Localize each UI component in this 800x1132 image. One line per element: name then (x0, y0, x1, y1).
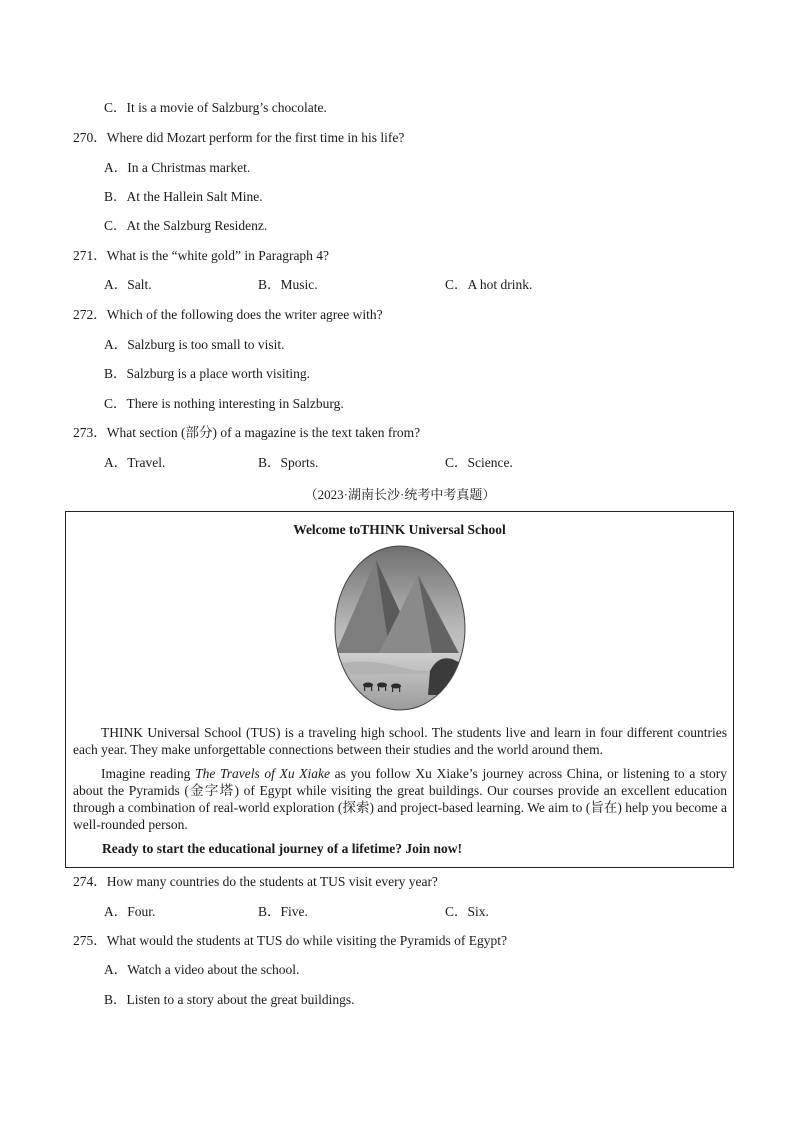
q275-option-a: A．Watch a video about the school. (104, 962, 300, 977)
q270-option-b: B．At the Hallein Salt Mine. (104, 189, 263, 204)
q274-option-c: C．Six. (445, 904, 489, 919)
q271-option-a: A．Salt. (104, 277, 152, 292)
article-box (65, 511, 734, 868)
article-paragraph-2 (73, 765, 727, 833)
article-paragraph-2-lead: Imagine reading (101, 766, 196, 781)
q270-option-a: A．In a Christmas market. (104, 160, 251, 175)
q271-option-c: C．A hot drink. (445, 277, 533, 292)
q272-option-c: C．There is nothing interesting in Salzburg. (104, 396, 344, 411)
q274-option-b: B．Five. (258, 904, 308, 919)
q274-question: 274．How many countries do the students at TUS visit every year? (73, 874, 438, 889)
q274-option-a: A．Four. (104, 904, 156, 919)
q273-option-b: B．Sports. (258, 455, 319, 470)
article-paragraph-2-text: as you follow Xu Xiake’s journey across China, or listening to a story about the Pyramids (金字塔) of Egypt while visiting the great buildings. Our courses provide an excellent education through a combination of real-world exploration (探索) and project-based learning. We aim to (旨在) help you become a well-rounded person. (73, 766, 728, 832)
article-title: Welcome toTHINK Universal School (293, 522, 506, 537)
book-title: The Travels of Xu Xiake (195, 766, 330, 781)
article-paragraph-1-text: THINK Universal School (TUS) is a traveling high school. The students live and learn in four different countries each year. They make unforgettable connections between their studies and the world around them. (73, 725, 727, 757)
q270-question: 270．Where did Mozart perform for the first time in his life? (73, 130, 405, 145)
q273-question: 273．What section (部分) of a magazine is the text taken from? (73, 425, 421, 440)
pyramids-photo (334, 545, 466, 711)
join-call-to-action: Ready to start the educational journey of a lifetime? Join now! (102, 841, 462, 856)
q269-option-c: C．It is a movie of Salzburg’s chocolate. (104, 100, 327, 115)
q272-option-b: B．Salzburg is a place worth visiting. (104, 366, 310, 381)
q270-option-c: C．At the Salzburg Residenz. (104, 218, 268, 233)
q275-option-b: B．Listen to a story about the great buildings. (104, 992, 355, 1007)
q272-question: 272．Which of the following does the writer agree with? (73, 307, 383, 322)
q272-option-a: A．Salzburg is too small to visit. (104, 337, 285, 352)
article-paragraph-1 (73, 724, 727, 758)
q271-question: 271．What is the “white gold” in Paragraph 4? (73, 248, 330, 263)
q273-option-c: C．Science. (445, 455, 513, 470)
q275-question: 275．What would the students at TUS do while visiting the Pyramids of Egypt? (73, 933, 507, 948)
q271-option-b: B．Music. (258, 277, 318, 292)
q273-option-a: A．Travel. (104, 455, 166, 470)
exam-source: （2023·湖南长沙·统考中考真题） (304, 487, 496, 502)
